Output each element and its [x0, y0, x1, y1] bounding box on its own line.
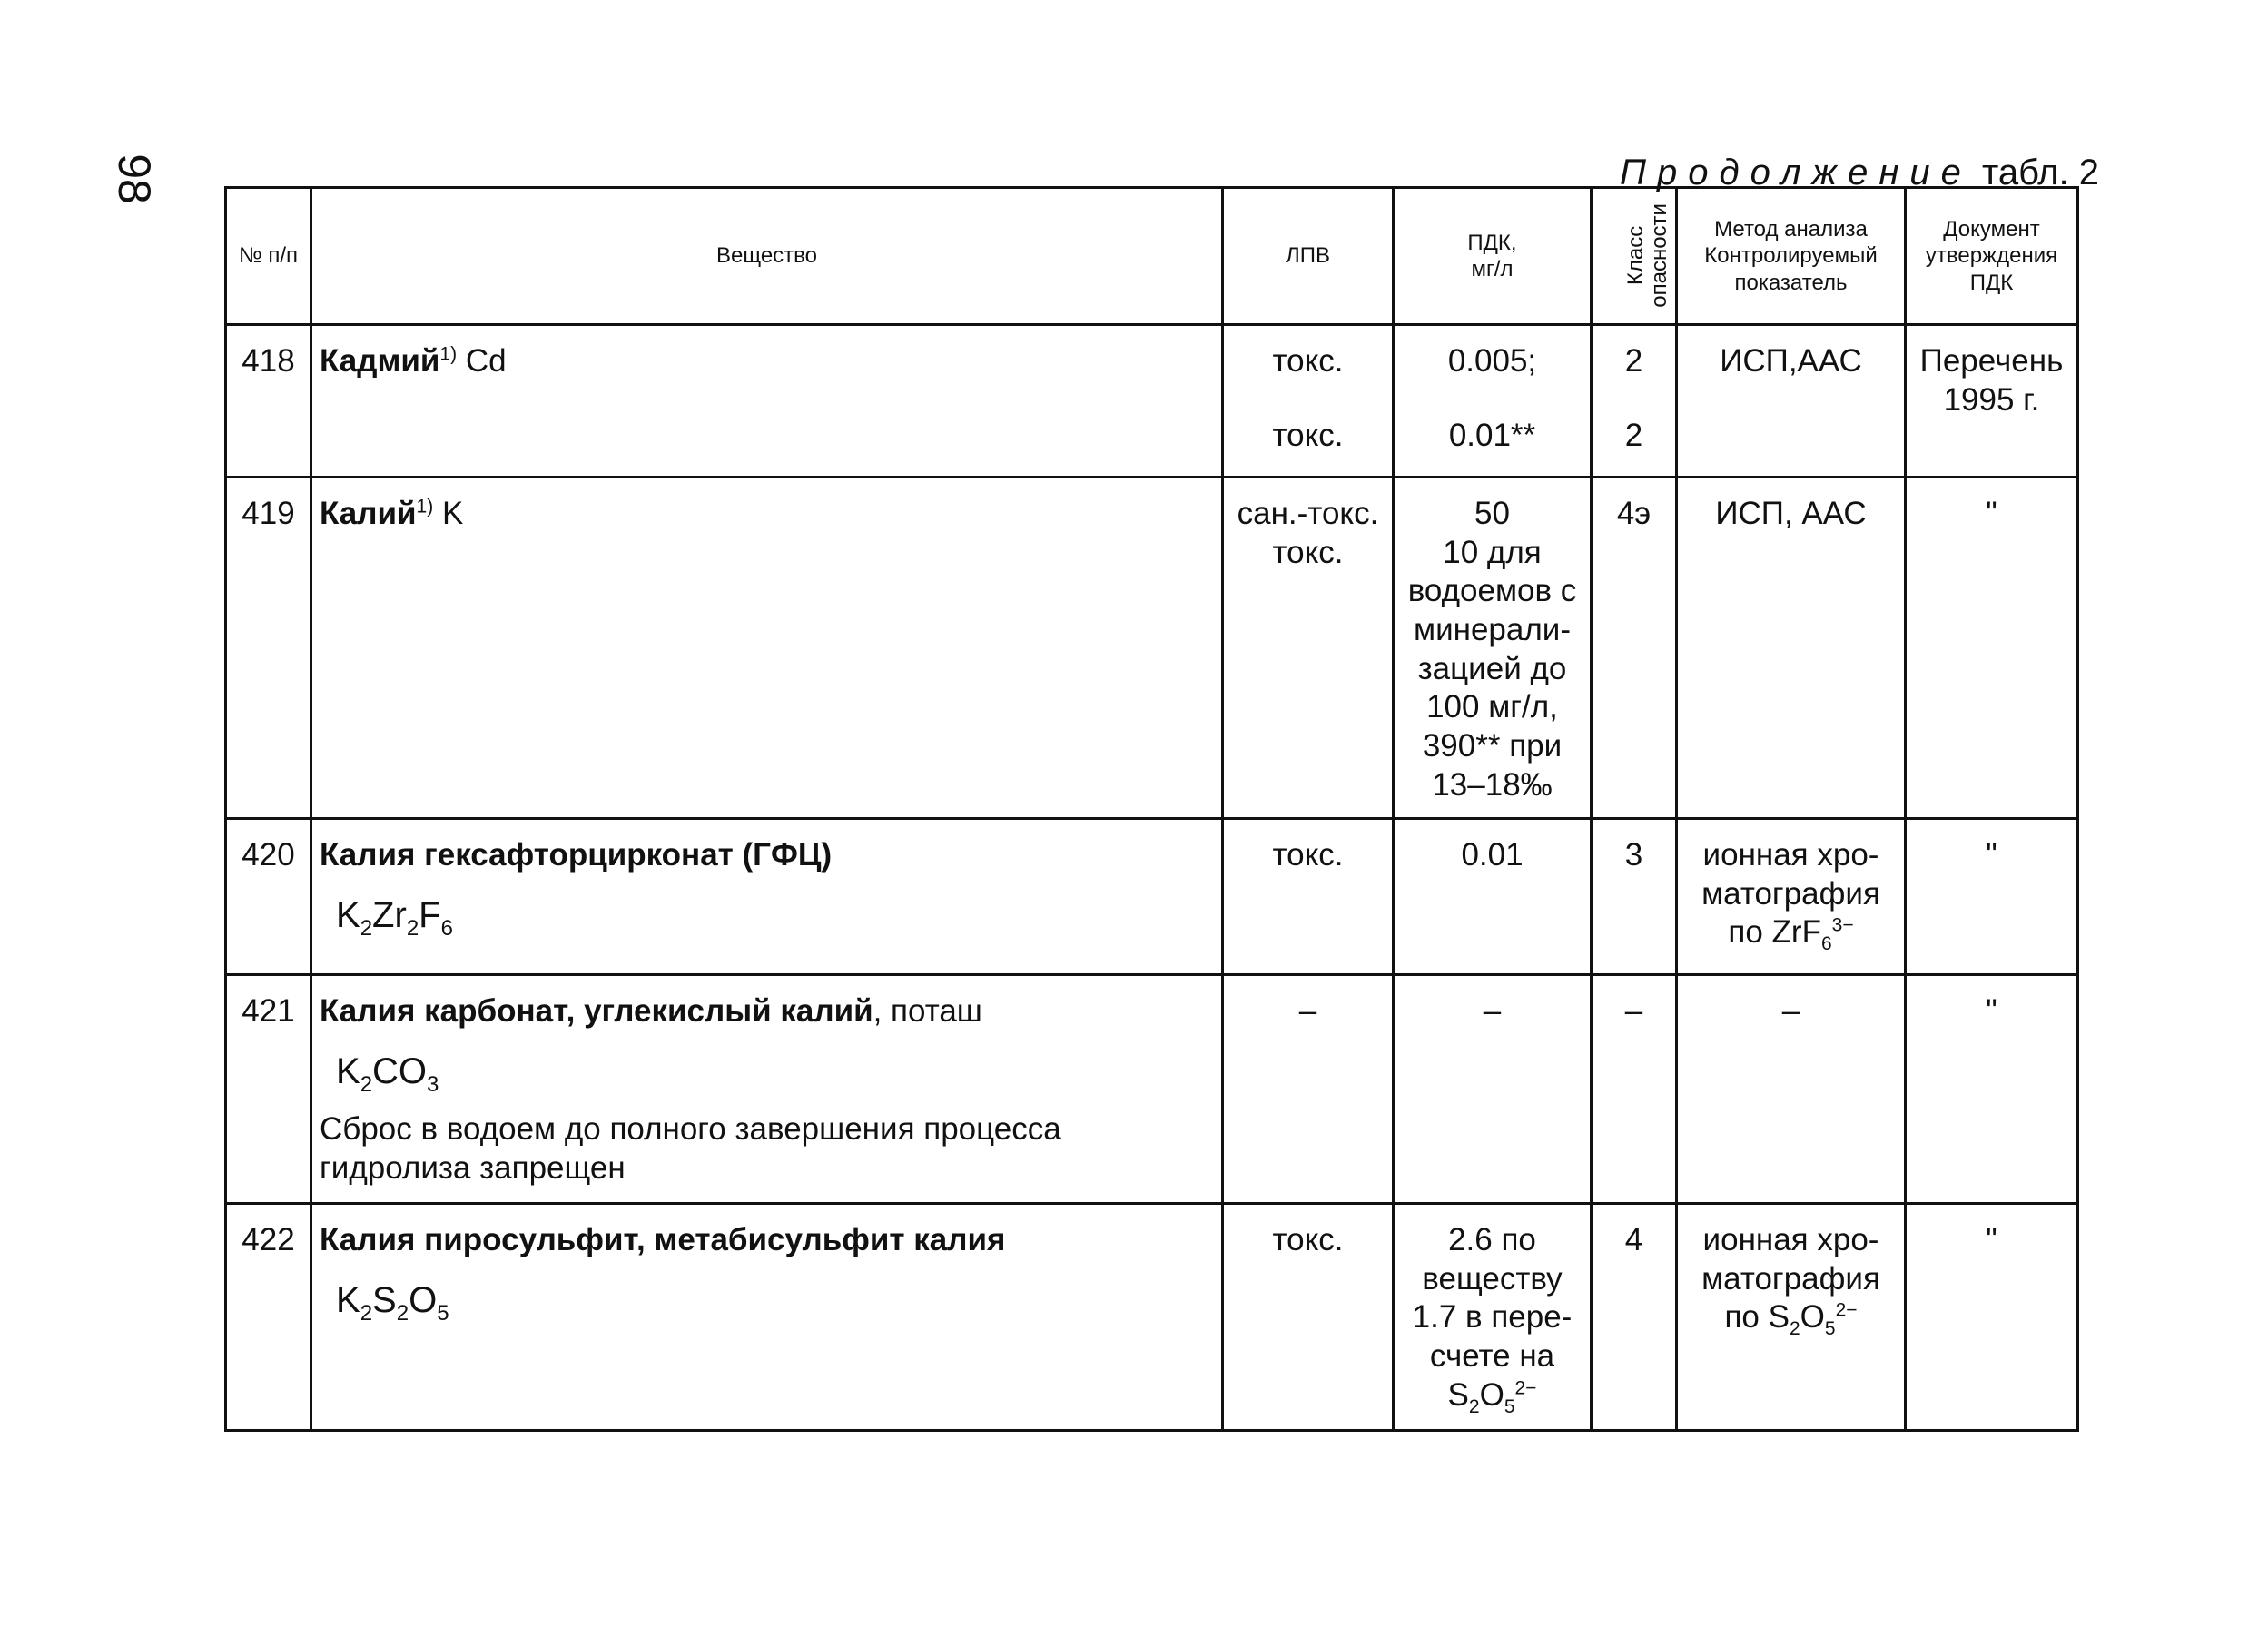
substance-symbol: Cd [465, 343, 507, 379]
pdk-line: 13–18‰ [1432, 766, 1553, 803]
lpv-value: сан.-токс. [1237, 496, 1379, 531]
chemical-formula: $K_2CO_3$ [336, 1050, 439, 1097]
lpv-value: токс. [1272, 343, 1344, 379]
method-cell: ИСП, ААС [1677, 478, 1906, 819]
method-line: ионная хро- [1702, 1222, 1879, 1257]
table-header-row [226, 188, 2078, 325]
method-line: по $S_2O_5^{2-}$ [1724, 1299, 1858, 1340]
lpv-value: токс. [1272, 534, 1344, 570]
method-line: матография [1701, 875, 1880, 912]
hazard-class-cell [1592, 325, 1677, 478]
substance-name: Кадмий [320, 343, 440, 379]
header-method-line3: показатель [1734, 270, 1848, 295]
header-method [1677, 188, 1906, 325]
method-line: ионная хро- [1702, 837, 1879, 873]
row-number: 421 [226, 975, 311, 1204]
lpv-cell: токс. [1223, 1204, 1394, 1431]
substance-cell [311, 819, 1223, 975]
header-pdk-label: ПДК, [1467, 230, 1517, 255]
header-num: № п/п [226, 188, 311, 325]
substance-name: Калий [320, 496, 417, 531]
caption-table-ref: табл. 2 [1981, 153, 2099, 192]
header-pdk-unit: мг/л [1471, 257, 1514, 281]
header-hazard-line1: Класс [1622, 225, 1648, 286]
pdk-line: веществу [1422, 1260, 1563, 1297]
header-method-line2: Контролируемый [1704, 243, 1878, 269]
method-line: матография [1701, 1260, 1880, 1297]
table-row [226, 325, 2078, 478]
substance-name: Калия гексафторцирконат (ГФЦ) [320, 837, 833, 873]
lpv-cell: токс. [1223, 819, 1394, 975]
method-cell: – [1677, 975, 1906, 1204]
pdk-line: минерали- [1414, 612, 1571, 648]
pdk-value: 0.01** [1448, 418, 1536, 453]
pdk-line: 10 для [1443, 534, 1542, 570]
note-line: гидролиза запрещен [320, 1149, 626, 1186]
table-row [226, 478, 2078, 819]
header-doc-line3: ПДК [1969, 270, 2014, 295]
note-line: Сброс в водоем до полного завершения процесса [320, 1110, 1061, 1147]
header-pdk [1394, 188, 1592, 325]
pdk-cell [1394, 325, 1592, 478]
header-hazard-rotated [1624, 203, 1672, 308]
header-lpv: ЛПВ [1223, 188, 1394, 325]
pdk-line: 2.6 по [1448, 1222, 1536, 1257]
hazard-class-cell: 4 [1592, 1204, 1677, 1431]
substance-cell [311, 1204, 1223, 1431]
chemical-formula: $K_2S_2O_5$ [336, 1279, 449, 1326]
table-row [226, 1204, 2078, 1431]
pdk-line: 100 мг/л, [1426, 689, 1558, 725]
row-number: 422 [226, 1204, 311, 1431]
hazard-class-cell: 3 [1592, 819, 1677, 975]
method-cell [1677, 819, 1906, 975]
document-cell: " [1906, 478, 2078, 819]
document-cell [1906, 325, 2078, 478]
row-number: 419 [226, 478, 311, 819]
lpv-cell: – [1223, 975, 1394, 1204]
substance-cell [311, 478, 1223, 819]
method-line: по ZrF$_6^{3-}$ [1728, 914, 1854, 955]
pdk-cell [1394, 478, 1592, 819]
chemical-formula: $K_2Zr_2F_6$ [336, 894, 453, 941]
document-line: 1995 г. [1943, 381, 2040, 418]
document-cell: " [1906, 819, 2078, 975]
substance-cell [311, 975, 1223, 1204]
header-doc-line1: Документ [1943, 217, 2040, 242]
caption-continuation: Продолжение [1620, 153, 1972, 192]
hazard-class-value: 2 [1624, 343, 1643, 379]
substance-name: Калия карбонат, углекислый калий, поташ [320, 993, 982, 1029]
header-method-line1: Метод анализа [1714, 217, 1868, 242]
lpv-cell [1223, 478, 1394, 819]
hazard-class-cell: 4э [1592, 478, 1677, 819]
pdk-cell: – [1394, 975, 1592, 1204]
substance-note [320, 1110, 1214, 1188]
pdk-line: водоемов с [1407, 573, 1577, 609]
document-line: Перечень [1919, 343, 2064, 379]
method-cell [1677, 1204, 1906, 1431]
method-cell: ИСП,ААС [1677, 325, 1906, 478]
row-number: 420 [226, 819, 311, 975]
substance-symbol: K [441, 496, 464, 531]
pdk-cell: 0.01 [1394, 819, 1592, 975]
table-row [226, 819, 2078, 975]
pdk-line: зацией до [1417, 650, 1567, 686]
substance-cell [311, 325, 1223, 478]
header-hazard-class [1592, 188, 1677, 325]
page-number: 98 [108, 153, 160, 204]
data-table [224, 186, 2079, 1432]
pdk-line: 50 [1474, 496, 1510, 531]
table-row [226, 975, 2078, 1204]
hazard-class-cell: – [1592, 975, 1677, 1204]
lpv-cell [1223, 325, 1394, 478]
header-substance: Вещество [311, 188, 1223, 325]
pdk-cell [1394, 1204, 1592, 1431]
pdk-line: 1.7 в пере- [1412, 1299, 1573, 1336]
header-doc-line2: утверждения [1925, 243, 2058, 269]
lpv-value: токс. [1272, 418, 1344, 453]
footnote-mark: 1) [439, 343, 458, 365]
footnote-mark: 1) [416, 496, 434, 518]
header-hazard-line2: опасности [1647, 203, 1672, 308]
pdk-line: $S_2O_5^{2-}$ [1447, 1376, 1537, 1417]
pdk-line: счете на [1429, 1338, 1555, 1375]
document-cell: " [1906, 1204, 2078, 1431]
pdk-line: 390** при [1422, 728, 1563, 764]
substance-name: Калия пиросульфит, метабисульфит калия [320, 1222, 1006, 1257]
row-number: 418 [226, 325, 311, 478]
document-cell: " [1906, 975, 2078, 1204]
pdk-value: 0.005; [1447, 343, 1537, 379]
hazard-class-value: 2 [1624, 418, 1643, 453]
header-document [1906, 188, 2078, 325]
